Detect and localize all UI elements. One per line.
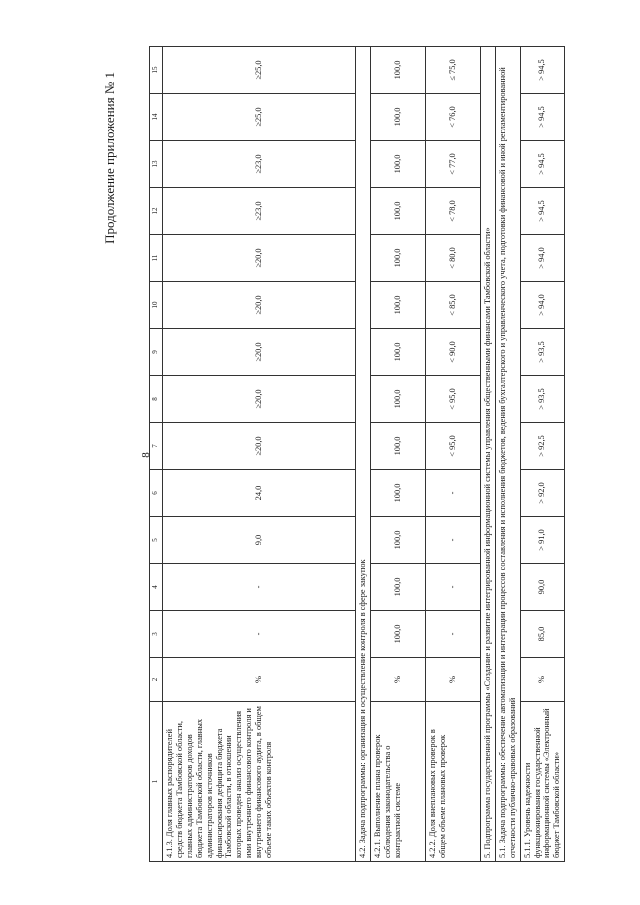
section-row bbox=[356, 47, 371, 862]
value-cell: < 95,0 bbox=[425, 423, 480, 470]
value-cell: 100,0 bbox=[370, 611, 425, 658]
unit-cell: % bbox=[163, 658, 356, 702]
indicator-name: 4.2.1. Выполнение плана проверок соблюдения законодательства о контрактной системе bbox=[370, 702, 425, 862]
value-cell: 90,0 bbox=[520, 564, 565, 611]
value-cell: > 94,0 bbox=[520, 282, 565, 329]
value-cell: ≥23,0 bbox=[163, 188, 356, 235]
continuation-title: Продолжение приложения № 1 bbox=[102, 72, 117, 244]
page-number: 8 bbox=[140, 452, 152, 458]
col-number: 11 bbox=[150, 235, 163, 282]
col-number: 3 bbox=[150, 611, 163, 658]
value-cell: < 85,0 bbox=[425, 282, 480, 329]
value-cell: ≥25,0 bbox=[163, 47, 356, 94]
indicators-table bbox=[149, 46, 565, 862]
value-cell: > 94,5 bbox=[520, 188, 565, 235]
value-cell: < 80,0 bbox=[425, 235, 480, 282]
section-text: 5. Подпрограмма государственной программы «Создание и развитие интегрированной информационной системы управления общественными финансами Тамбовской области» bbox=[480, 47, 495, 862]
value-cell: ≥20,0 bbox=[163, 329, 356, 376]
value-cell: 100,0 bbox=[370, 47, 425, 94]
value-cell: ≥23,0 bbox=[163, 141, 356, 188]
table-row bbox=[425, 47, 480, 862]
value-cell: - bbox=[425, 611, 480, 658]
table-row bbox=[163, 47, 356, 862]
value-cell: ≥20,0 bbox=[163, 376, 356, 423]
value-cell: > 93,5 bbox=[520, 329, 565, 376]
unit-cell: % bbox=[370, 658, 425, 702]
col-number: 5 bbox=[150, 517, 163, 564]
col-number: 14 bbox=[150, 94, 163, 141]
indicator-name: 4.1.3. Доля главных распорядителей средств бюджета Тамбовской области, главных администраторов доходов бюджета Тамбовской области, главных администраторов источников финансирования дефицита бюджета Тамбовской области, в отношении которых проведен анализ осуществления ими внутреннего финансового контроля и внутреннего финансового аудита, в общем объеме таких объектов контроля bbox=[163, 702, 356, 862]
value-cell: 100,0 bbox=[370, 423, 425, 470]
value-cell: 100,0 bbox=[370, 282, 425, 329]
value-cell: 100,0 bbox=[370, 329, 425, 376]
section-row bbox=[480, 47, 495, 862]
value-cell: - bbox=[163, 564, 356, 611]
value-cell: < 90,0 bbox=[425, 329, 480, 376]
col-number: 12 bbox=[150, 188, 163, 235]
value-cell: 100,0 bbox=[370, 564, 425, 611]
value-cell: ≥20,0 bbox=[163, 423, 356, 470]
col-number: 10 bbox=[150, 282, 163, 329]
col-number: 7 bbox=[150, 423, 163, 470]
value-cell: < 77,0 bbox=[425, 141, 480, 188]
value-cell: < 95,0 bbox=[425, 376, 480, 423]
value-cell: 100,0 bbox=[370, 235, 425, 282]
value-cell: > 94,0 bbox=[520, 235, 565, 282]
rotated-page bbox=[12, 30, 632, 880]
value-cell: > 92,5 bbox=[520, 423, 565, 470]
value-cell: ≥20,0 bbox=[163, 282, 356, 329]
value-cell: < 76,0 bbox=[425, 94, 480, 141]
table-row bbox=[520, 47, 565, 862]
table-body bbox=[163, 47, 565, 862]
value-cell: 24,0 bbox=[163, 470, 356, 517]
col-number: 15 bbox=[150, 47, 163, 94]
value-cell: - bbox=[425, 517, 480, 564]
value-cell: < 78,0 bbox=[425, 188, 480, 235]
value-cell: ≥20,0 bbox=[163, 235, 356, 282]
section-row bbox=[495, 47, 520, 862]
unit-cell: % bbox=[425, 658, 480, 702]
value-cell: - bbox=[163, 611, 356, 658]
col-number: 9 bbox=[150, 329, 163, 376]
col-number: 13 bbox=[150, 141, 163, 188]
value-cell: 100,0 bbox=[370, 376, 425, 423]
value-cell: > 94,5 bbox=[520, 141, 565, 188]
value-cell: > 94,5 bbox=[520, 94, 565, 141]
col-number: 8 bbox=[150, 376, 163, 423]
section-text: 5.1. Задача подпрограммы: обеспечение автоматизации и интеграции процессов составления и исполнения бюджетов, ведения бухгалтерского и управленческого учета, подготовки финансовой и иной регламентированной отчетности публично-правовых образований bbox=[495, 47, 520, 862]
value-cell: > 91,0 bbox=[520, 517, 565, 564]
col-number: 2 bbox=[150, 658, 163, 702]
value-cell: > 92,0 bbox=[520, 470, 565, 517]
value-cell: 9,0 bbox=[163, 517, 356, 564]
value-cell: ≤ 75,0 bbox=[425, 47, 480, 94]
section-text: 4.2. Задача подпрограммы: организация и осуществление контроля в сфере закупок bbox=[356, 47, 371, 862]
table-row bbox=[370, 47, 425, 862]
value-cell: - bbox=[425, 564, 480, 611]
header-row bbox=[150, 47, 163, 862]
value-cell: > 94,5 bbox=[520, 47, 565, 94]
indicator-name: 5.1.1. Уровень надежности функционирования государственной информационной системы «Электронный бюджет Тамбовской области» bbox=[520, 702, 565, 862]
unit-cell: % bbox=[520, 658, 565, 702]
value-cell: 100,0 bbox=[370, 94, 425, 141]
value-cell: 100,0 bbox=[370, 470, 425, 517]
col-number: 6 bbox=[150, 470, 163, 517]
col-number: 1 bbox=[150, 702, 163, 862]
value-cell: 100,0 bbox=[370, 517, 425, 564]
value-cell: 100,0 bbox=[370, 141, 425, 188]
value-cell: - bbox=[425, 470, 480, 517]
value-cell: ≥25,0 bbox=[163, 94, 356, 141]
indicator-name: 4.2.2. Доля внеплановых проверок в общем объеме плановых проверок bbox=[425, 702, 480, 862]
value-cell: 85,0 bbox=[520, 611, 565, 658]
col-number: 4 bbox=[150, 564, 163, 611]
value-cell: > 93,5 bbox=[520, 376, 565, 423]
value-cell: 100,0 bbox=[370, 188, 425, 235]
